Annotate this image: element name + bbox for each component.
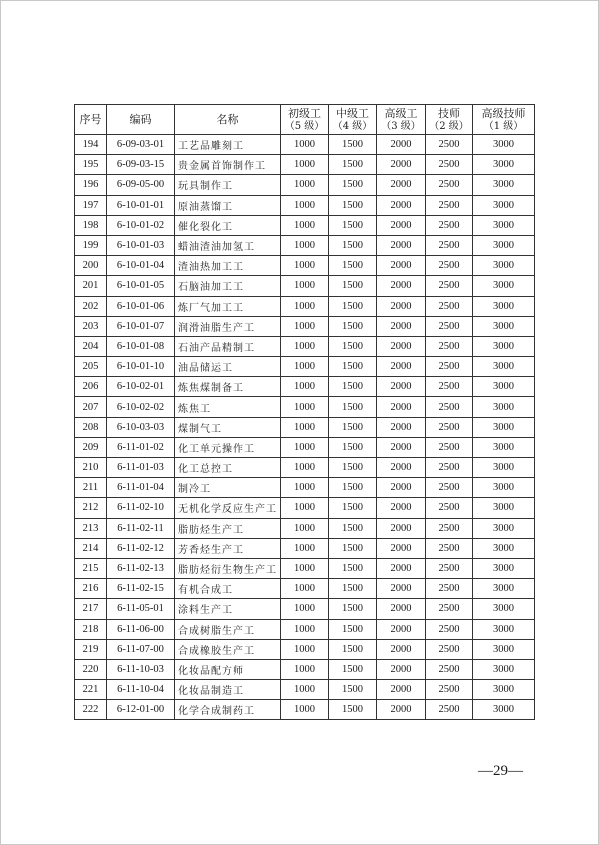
level1-cell: 3000: [473, 700, 535, 720]
column-header: [281, 105, 329, 135]
level1-cell: 3000: [473, 377, 535, 397]
level2-cell: 2500: [426, 417, 473, 437]
table-row: [75, 276, 535, 296]
table-row: [75, 175, 535, 195]
table-row: [75, 336, 535, 356]
table-row: [75, 256, 535, 276]
row-index-cell: 198: [75, 215, 107, 235]
level1-cell: 3000: [473, 195, 535, 215]
level5-cell: 1000: [281, 538, 329, 558]
level3-cell: 2000: [377, 215, 426, 235]
level3-cell: 2000: [377, 437, 426, 457]
level2-cell: 2500: [426, 599, 473, 619]
level5-cell: 1000: [281, 377, 329, 397]
table-row: [75, 316, 535, 336]
code-cell: 6-10-01-01: [107, 195, 175, 215]
table-row: [75, 599, 535, 619]
level2-cell: 2500: [426, 135, 473, 155]
code-cell: 6-11-06-00: [107, 619, 175, 639]
page-number: —29—: [478, 763, 523, 779]
level2-cell: 2500: [426, 215, 473, 235]
level1-cell: 3000: [473, 256, 535, 276]
level2-cell: 2500: [426, 235, 473, 255]
row-index-cell: 209: [75, 437, 107, 457]
level4-cell: 1500: [329, 357, 377, 377]
occupation-name-cell: 炼焦工: [175, 397, 281, 417]
level4-cell: 1500: [329, 195, 377, 215]
level4-cell: 1500: [329, 538, 377, 558]
row-index-cell: 197: [75, 195, 107, 215]
level4-cell: 1500: [329, 659, 377, 679]
table-row: [75, 619, 535, 639]
occupation-name-cell: 制冷工: [175, 478, 281, 498]
level1-cell: 3000: [473, 599, 535, 619]
occupation-name-cell: 芳香烃生产工: [175, 538, 281, 558]
level1-cell: 3000: [473, 155, 535, 175]
level4-cell: 1500: [329, 215, 377, 235]
level4-cell: 1500: [329, 700, 377, 720]
level4-cell: 1500: [329, 680, 377, 700]
level4-cell: 1500: [329, 316, 377, 336]
code-cell: 6-11-02-12: [107, 538, 175, 558]
column-header-label: 技师: [438, 106, 460, 120]
level4-cell: 1500: [329, 235, 377, 255]
level3-cell: 2000: [377, 316, 426, 336]
table-row: [75, 498, 535, 518]
level3-cell: 2000: [377, 518, 426, 538]
level2-cell: 2500: [426, 639, 473, 659]
row-index-cell: 221: [75, 680, 107, 700]
code-cell: 6-09-03-15: [107, 155, 175, 175]
level3-cell: 2000: [377, 336, 426, 356]
column-header-level: （3 级）: [381, 120, 421, 132]
level4-cell: 1500: [329, 417, 377, 437]
level1-cell: 3000: [473, 639, 535, 659]
code-cell: 6-09-05-00: [107, 175, 175, 195]
level4-cell: 1500: [329, 296, 377, 316]
occupation-name-cell: 石油产品精制工: [175, 336, 281, 356]
level3-cell: 2000: [377, 195, 426, 215]
column-header-level: （1 级）: [483, 120, 524, 132]
level3-cell: 2000: [377, 235, 426, 255]
level3-cell: 2000: [377, 417, 426, 437]
row-index-cell: 203: [75, 316, 107, 336]
occupation-name-cell: 合成橡胶生产工: [175, 639, 281, 659]
row-index-cell: 206: [75, 377, 107, 397]
level2-cell: 2500: [426, 518, 473, 538]
code-cell: 6-11-10-03: [107, 659, 175, 679]
level3-cell: 2000: [377, 579, 426, 599]
level3-cell: 2000: [377, 458, 426, 478]
code-cell: 6-11-02-10: [107, 498, 175, 518]
level1-cell: 3000: [473, 518, 535, 538]
level1-cell: 3000: [473, 397, 535, 417]
level1-cell: 3000: [473, 235, 535, 255]
level2-cell: 2500: [426, 498, 473, 518]
level5-cell: 1000: [281, 316, 329, 336]
level3-cell: 2000: [377, 175, 426, 195]
level4-cell: 1500: [329, 276, 377, 296]
subsidy-table: [74, 104, 535, 720]
level3-cell: 2000: [377, 478, 426, 498]
level3-cell: 2000: [377, 680, 426, 700]
level5-cell: 1000: [281, 336, 329, 356]
row-index-cell: 208: [75, 417, 107, 437]
level5-cell: 1000: [281, 296, 329, 316]
level3-cell: 2000: [377, 276, 426, 296]
occupation-name-cell: 原油蒸馏工: [175, 195, 281, 215]
row-index-cell: 216: [75, 579, 107, 599]
occupation-name-cell: 脂肪烃生产工: [175, 518, 281, 538]
column-header: [329, 105, 377, 135]
level2-cell: 2500: [426, 296, 473, 316]
code-cell: 6-11-01-03: [107, 458, 175, 478]
level4-cell: 1500: [329, 558, 377, 578]
table-row: [75, 135, 535, 155]
level5-cell: 1000: [281, 619, 329, 639]
level4-cell: 1500: [329, 478, 377, 498]
level4-cell: 1500: [329, 135, 377, 155]
row-index-cell: 217: [75, 599, 107, 619]
level3-cell: 2000: [377, 599, 426, 619]
level5-cell: 1000: [281, 599, 329, 619]
level5-cell: 1000: [281, 680, 329, 700]
row-index-cell: 205: [75, 357, 107, 377]
column-header-level: （5 级）: [284, 120, 325, 132]
occupation-name-cell: 合成树脂生产工: [175, 619, 281, 639]
level2-cell: 2500: [426, 397, 473, 417]
code-cell: 6-10-03-03: [107, 417, 175, 437]
row-index-cell: 211: [75, 478, 107, 498]
code-cell: 6-10-01-04: [107, 256, 175, 276]
level1-cell: 3000: [473, 135, 535, 155]
level2-cell: 2500: [426, 336, 473, 356]
row-index-cell: 199: [75, 235, 107, 255]
level1-cell: 3000: [473, 296, 535, 316]
column-header: [426, 105, 473, 135]
row-index-cell: 201: [75, 276, 107, 296]
level2-cell: 2500: [426, 538, 473, 558]
column-header: [75, 105, 107, 135]
level2-cell: 2500: [426, 316, 473, 336]
table-row: [75, 538, 535, 558]
level4-cell: 1500: [329, 458, 377, 478]
level4-cell: 1500: [329, 336, 377, 356]
occupation-name-cell: 润滑油脂生产工: [175, 316, 281, 336]
row-index-cell: 204: [75, 336, 107, 356]
level1-cell: 3000: [473, 276, 535, 296]
level4-cell: 1500: [329, 498, 377, 518]
level4-cell: 1500: [329, 579, 377, 599]
level5-cell: 1000: [281, 195, 329, 215]
level2-cell: 2500: [426, 558, 473, 578]
code-cell: 6-11-10-04: [107, 680, 175, 700]
level5-cell: 1000: [281, 558, 329, 578]
level2-cell: 2500: [426, 700, 473, 720]
column-header-level: （2 级）: [429, 120, 469, 132]
level2-cell: 2500: [426, 276, 473, 296]
occupation-name-cell: 渣油热加工工: [175, 256, 281, 276]
level5-cell: 1000: [281, 215, 329, 235]
table-row: [75, 700, 535, 720]
level1-cell: 3000: [473, 558, 535, 578]
column-header-level: （4 级）: [332, 120, 373, 132]
column-header: [175, 105, 281, 135]
level5-cell: 1000: [281, 256, 329, 276]
row-index-cell: 207: [75, 397, 107, 417]
code-cell: 6-10-01-05: [107, 276, 175, 296]
level4-cell: 1500: [329, 599, 377, 619]
level1-cell: 3000: [473, 357, 535, 377]
level2-cell: 2500: [426, 357, 473, 377]
table-row: [75, 195, 535, 215]
row-index-cell: 220: [75, 659, 107, 679]
column-header-label: 编码: [129, 113, 152, 126]
code-cell: 6-10-02-02: [107, 397, 175, 417]
row-index-cell: 213: [75, 518, 107, 538]
level2-cell: 2500: [426, 680, 473, 700]
level3-cell: 2000: [377, 155, 426, 175]
level5-cell: 1000: [281, 518, 329, 538]
level5-cell: 1000: [281, 155, 329, 175]
row-index-cell: 200: [75, 256, 107, 276]
row-index-cell: 194: [75, 135, 107, 155]
level5-cell: 1000: [281, 659, 329, 679]
code-cell: 6-11-02-13: [107, 558, 175, 578]
row-index-cell: 196: [75, 175, 107, 195]
code-cell: 6-10-01-08: [107, 336, 175, 356]
table-row: [75, 558, 535, 578]
code-cell: 6-11-01-02: [107, 437, 175, 457]
level2-cell: 2500: [426, 659, 473, 679]
level3-cell: 2000: [377, 498, 426, 518]
table-row: [75, 518, 535, 538]
code-cell: 6-11-02-11: [107, 518, 175, 538]
row-index-cell: 202: [75, 296, 107, 316]
column-header-label: 中级工: [336, 106, 369, 120]
occupation-name-cell: 有机合成工: [175, 579, 281, 599]
occupation-name-cell: 催化裂化工: [175, 215, 281, 235]
table-row: [75, 639, 535, 659]
column-header-label: 名称: [216, 113, 239, 126]
table-row: [75, 680, 535, 700]
level1-cell: 3000: [473, 215, 535, 235]
level2-cell: 2500: [426, 256, 473, 276]
level4-cell: 1500: [329, 155, 377, 175]
level5-cell: 1000: [281, 458, 329, 478]
level1-cell: 3000: [473, 458, 535, 478]
level5-cell: 1000: [281, 579, 329, 599]
level1-cell: 3000: [473, 175, 535, 195]
level2-cell: 2500: [426, 619, 473, 639]
level4-cell: 1500: [329, 377, 377, 397]
table-row: [75, 437, 535, 457]
level1-cell: 3000: [473, 579, 535, 599]
level1-cell: 3000: [473, 538, 535, 558]
level5-cell: 1000: [281, 478, 329, 498]
level3-cell: 2000: [377, 256, 426, 276]
row-index-cell: 219: [75, 639, 107, 659]
code-cell: 6-11-07-00: [107, 639, 175, 659]
code-cell: 6-11-05-01: [107, 599, 175, 619]
occupation-name-cell: 涂料生产工: [175, 599, 281, 619]
level1-cell: 3000: [473, 417, 535, 437]
code-cell: 6-12-01-00: [107, 700, 175, 720]
level1-cell: 3000: [473, 437, 535, 457]
code-cell: 6-10-01-02: [107, 215, 175, 235]
occupation-name-cell: 化工单元操作工: [175, 437, 281, 457]
level3-cell: 2000: [377, 639, 426, 659]
occupation-name-cell: 工艺品雕刻工: [175, 135, 281, 155]
column-header: [473, 105, 535, 135]
level1-cell: 3000: [473, 659, 535, 679]
column-header-label: 高级工: [384, 106, 418, 120]
occupation-name-cell: 无机化学反应生产工: [175, 498, 281, 518]
occupation-name-cell: 石脑油加工工: [175, 276, 281, 296]
table-row: [75, 478, 535, 498]
code-cell: 6-11-02-15: [107, 579, 175, 599]
column-header: [377, 105, 426, 135]
row-index-cell: 218: [75, 619, 107, 639]
code-cell: 6-09-03-01: [107, 135, 175, 155]
level4-cell: 1500: [329, 397, 377, 417]
level5-cell: 1000: [281, 498, 329, 518]
occupation-name-cell: 贵金属首饰制作工: [175, 155, 281, 175]
row-index-cell: 214: [75, 538, 107, 558]
table-row: [75, 235, 535, 255]
level5-cell: 1000: [281, 437, 329, 457]
level3-cell: 2000: [377, 357, 426, 377]
occupation-name-cell: 化学合成制药工: [175, 700, 281, 720]
code-cell: 6-10-01-06: [107, 296, 175, 316]
occupation-name-cell: 油品储运工: [175, 357, 281, 377]
level4-cell: 1500: [329, 619, 377, 639]
code-cell: 6-10-01-07: [107, 316, 175, 336]
level5-cell: 1000: [281, 397, 329, 417]
occupation-name-cell: 煤制气工: [175, 417, 281, 437]
level5-cell: 1000: [281, 639, 329, 659]
level5-cell: 1000: [281, 175, 329, 195]
level1-cell: 3000: [473, 336, 535, 356]
level4-cell: 1500: [329, 639, 377, 659]
level4-cell: 1500: [329, 518, 377, 538]
level5-cell: 1000: [281, 135, 329, 155]
level5-cell: 1000: [281, 235, 329, 255]
occupation-name-cell: 蜡油渣油加氢工: [175, 235, 281, 255]
level5-cell: 1000: [281, 417, 329, 437]
level1-cell: 3000: [473, 498, 535, 518]
code-cell: 6-10-01-03: [107, 235, 175, 255]
row-index-cell: 210: [75, 458, 107, 478]
level1-cell: 3000: [473, 478, 535, 498]
level3-cell: 2000: [377, 700, 426, 720]
level2-cell: 2500: [426, 195, 473, 215]
code-cell: 6-10-01-10: [107, 357, 175, 377]
level3-cell: 2000: [377, 558, 426, 578]
column-header-label: 序号: [79, 113, 102, 126]
occupation-name-cell: 脂肪烃衍生物生产工: [175, 558, 281, 578]
level3-cell: 2000: [377, 659, 426, 679]
level2-cell: 2500: [426, 155, 473, 175]
level5-cell: 1000: [281, 357, 329, 377]
level1-cell: 3000: [473, 680, 535, 700]
table-row: [75, 357, 535, 377]
occupation-name-cell: 玩具制作工: [175, 175, 281, 195]
row-index-cell: 222: [75, 700, 107, 720]
level2-cell: 2500: [426, 377, 473, 397]
column-header: [107, 105, 175, 135]
level2-cell: 2500: [426, 437, 473, 457]
table-header-row: [75, 105, 535, 135]
occupation-name-cell: 化工总控工: [175, 458, 281, 478]
table-row: [75, 579, 535, 599]
level4-cell: 1500: [329, 256, 377, 276]
level2-cell: 2500: [426, 579, 473, 599]
level3-cell: 2000: [377, 135, 426, 155]
table-row: [75, 155, 535, 175]
level3-cell: 2000: [377, 619, 426, 639]
occupation-name-cell: 化妆品制造工: [175, 680, 281, 700]
level2-cell: 2500: [426, 478, 473, 498]
code-cell: 6-10-02-01: [107, 377, 175, 397]
table-row: [75, 215, 535, 235]
level2-cell: 2500: [426, 175, 473, 195]
table-row: [75, 458, 535, 478]
level4-cell: 1500: [329, 175, 377, 195]
column-header-label: 初级工: [288, 106, 321, 120]
level2-cell: 2500: [426, 458, 473, 478]
level5-cell: 1000: [281, 700, 329, 720]
table-body: [75, 135, 535, 720]
table-row: [75, 417, 535, 437]
occupation-name-cell: 炼厂气加工工: [175, 296, 281, 316]
code-cell: 6-11-01-04: [107, 478, 175, 498]
level1-cell: 3000: [473, 619, 535, 639]
row-index-cell: 215: [75, 558, 107, 578]
occupation-name-cell: 化妆品配方师: [175, 659, 281, 679]
table-row: [75, 296, 535, 316]
level3-cell: 2000: [377, 296, 426, 316]
row-index-cell: 195: [75, 155, 107, 175]
table-row: [75, 659, 535, 679]
level4-cell: 1500: [329, 437, 377, 457]
table-row: [75, 377, 535, 397]
table-row: [75, 397, 535, 417]
level3-cell: 2000: [377, 377, 426, 397]
row-index-cell: 212: [75, 498, 107, 518]
level1-cell: 3000: [473, 316, 535, 336]
level5-cell: 1000: [281, 276, 329, 296]
level3-cell: 2000: [377, 538, 426, 558]
column-header-label: 高级技师: [481, 106, 526, 120]
level3-cell: 2000: [377, 397, 426, 417]
occupation-name-cell: 炼焦煤制备工: [175, 377, 281, 397]
